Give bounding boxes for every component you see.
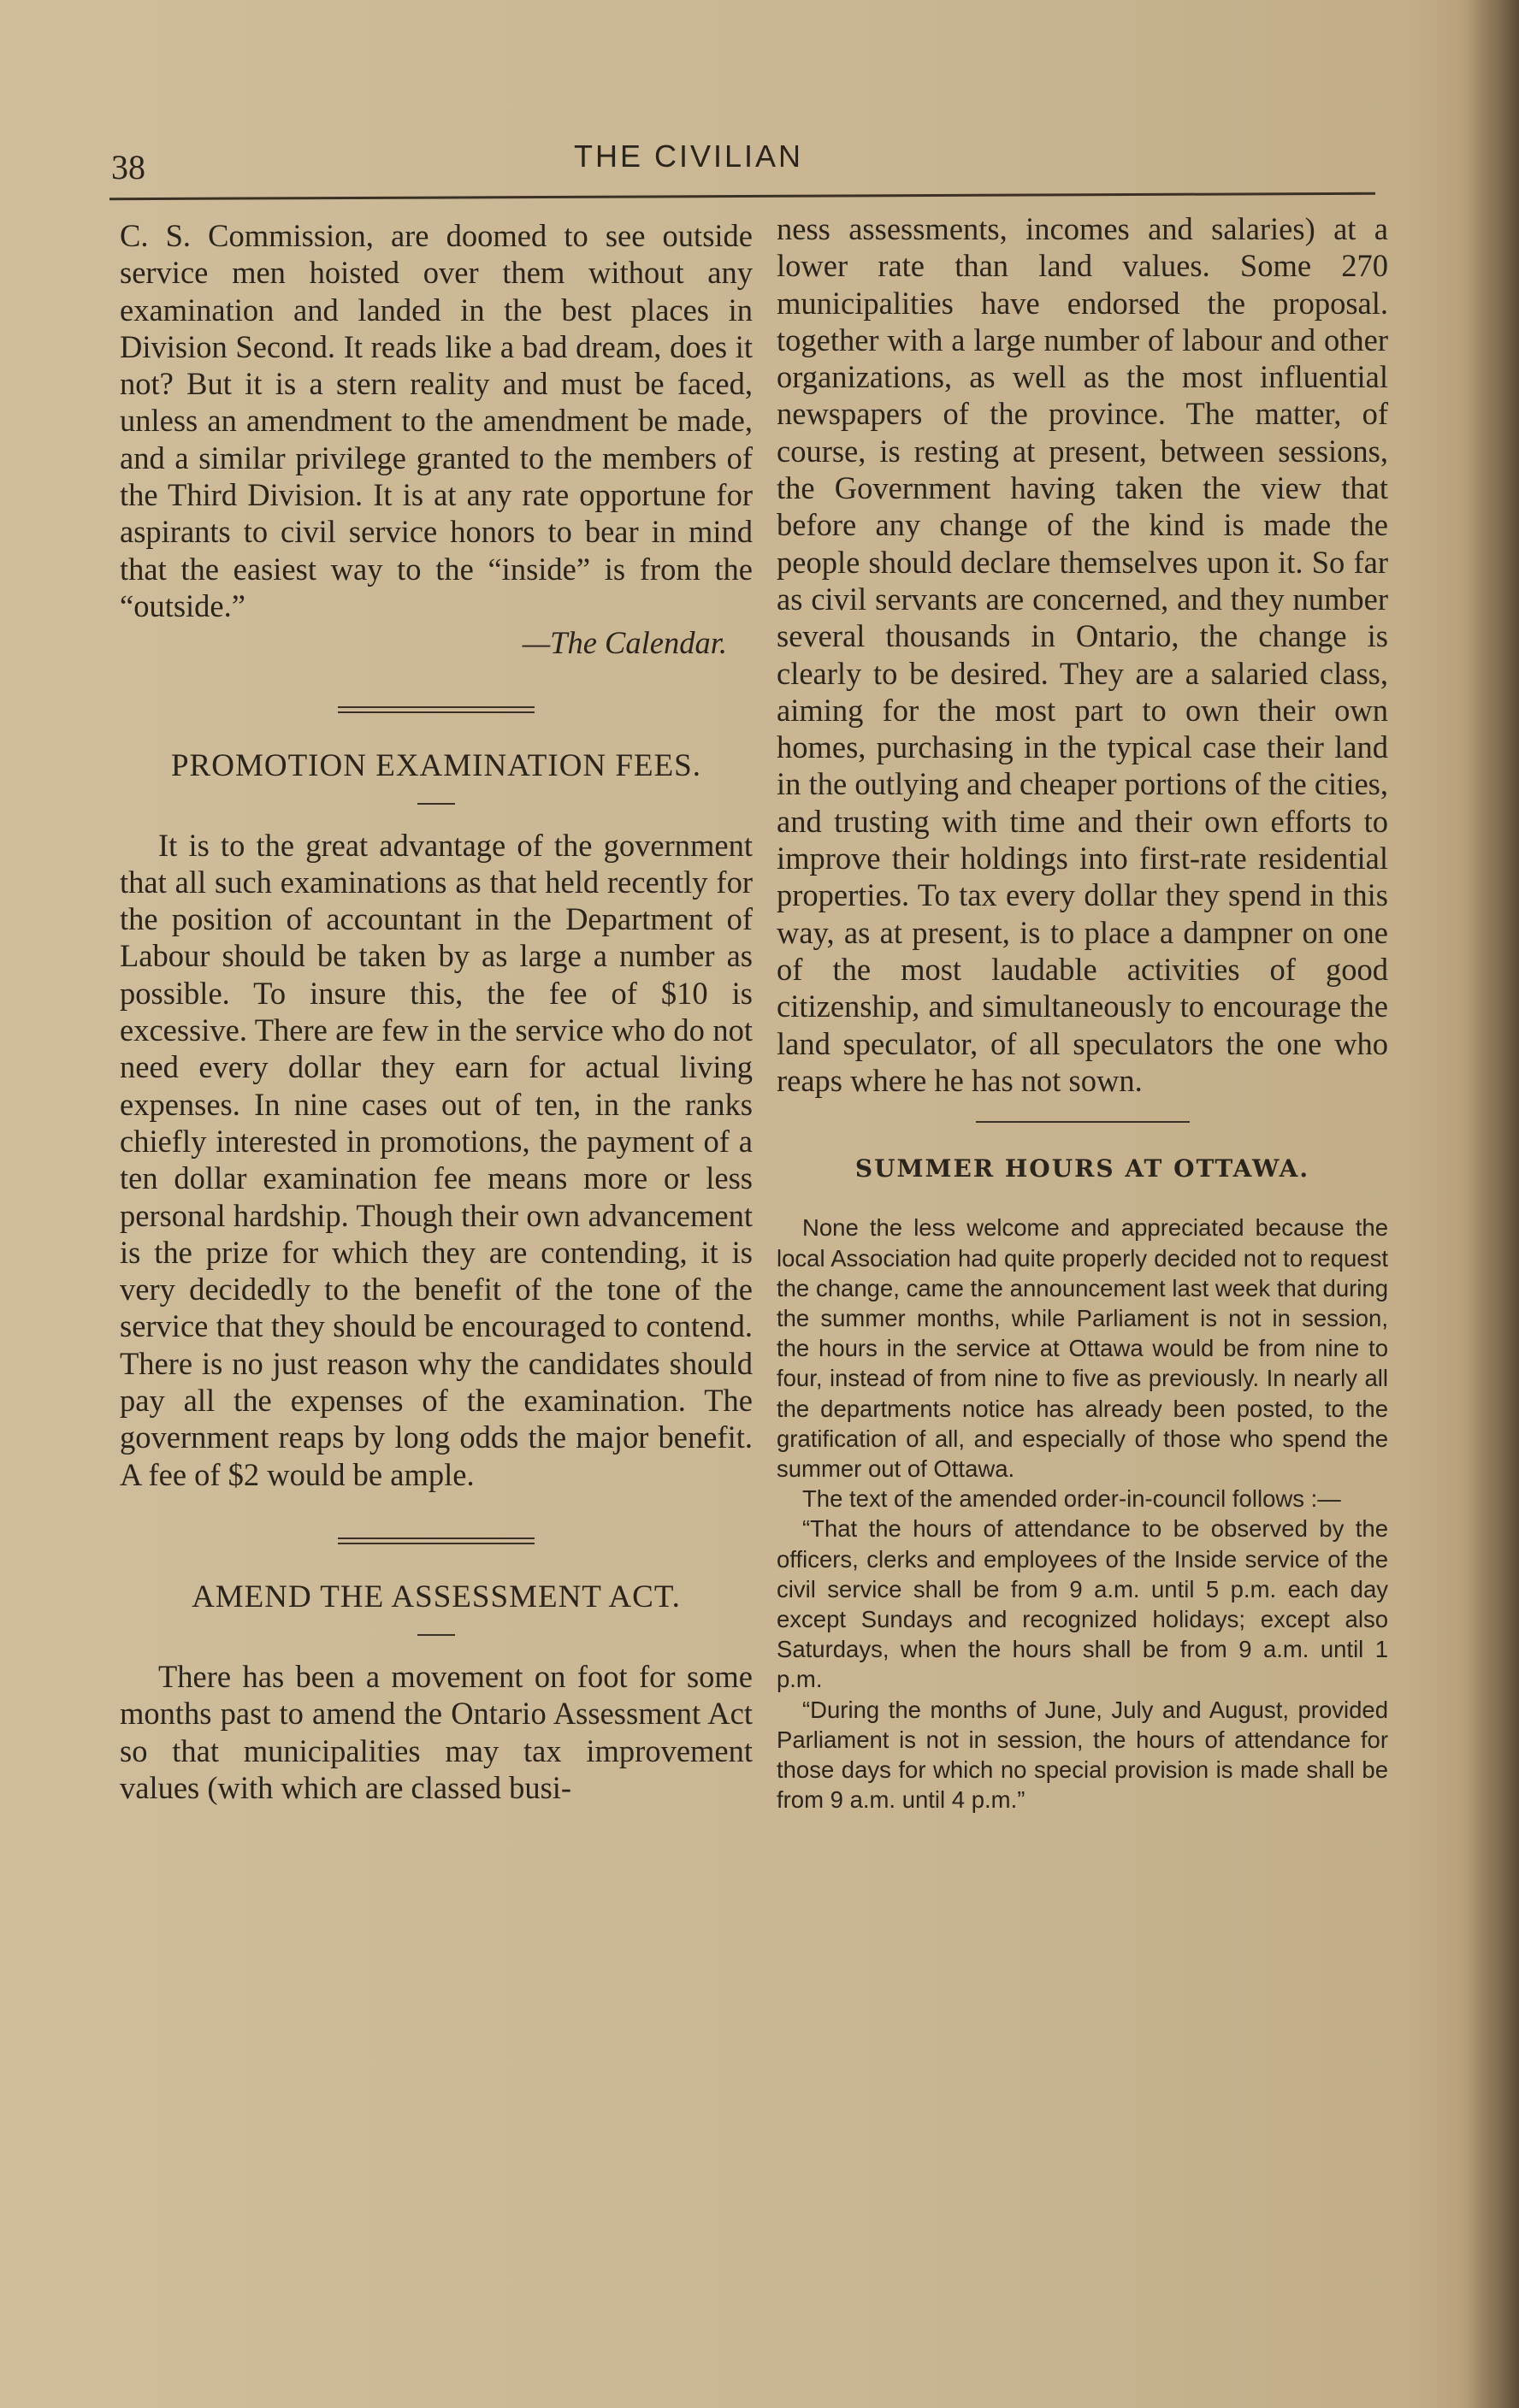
- article-title-assessment: AMEND THE ASSESSMENT ACT.: [192, 1579, 681, 1614]
- order-in-council-quote: “That the hours of attendance to be observed by the officers, clerks and employees of the Inside service of the civil service shall be from 9 a.m. until 5 p.m. each day except Sundays and recognized holidays; except also Saturdays, when the hours shall be from 9 a.m. until 1 p.m.: [777, 1515, 1388, 1693]
- running-title: THE CIVILIAN: [573, 139, 804, 174]
- article-body-assessment-start: There has been a movement on foot for some months past to amend the Ontario Assessment Act so that municipalities may tax improvement values (with which are classed busi-: [120, 1658, 753, 1805]
- section-divider: [976, 1121, 1190, 1123]
- article-body-fees: It is to the great advantage of the government that all such examinations as that held recently for the position of accountant in the Department of Labour should be taken by as large a number as possible. To insure this, the fee of $10 is excessive. There are few in the service who do not need every dollar they earn for actual living expenses. In nine cases out of ten, in the ranks chiefly interested in promotions, the payment of a ten dollar examination fee means more or less personal hardship. Though their own advancement is the prize for which they are contending, it is very decidedly to the benefit of the tone of the service that they should be encouraged to contend. There is no just reason why the candidates should pay all the expenses of the examination. The government reaps by long odds the major benefit. A fee of $2 would be ample.: [120, 827, 753, 1492]
- order-in-council-quote: “During the months of June, July and August, provided Parliament is not in session, the hours of attendance for those days for which no special provision is made shall be from 9 a.m. until 4 p.m.”: [777, 1696, 1388, 1814]
- header-rule: [109, 192, 1375, 200]
- summer-hours-paragraph: None the less welcome and appreciated because the local Association had quite properly decided not to request the change, came the announcement last week that during the summer months, while Parliament is not in session, the hours in the service at Ottawa would be from nine to four, instead of from nine to five as previously. In nearly all the departments notice has already been posted, to the gratification of all, and especially of those who spend the summer out of Ottawa.: [777, 1214, 1388, 1483]
- left-column: [120, 217, 753, 1806]
- article-title-summer-hours: SUMMER HOURS AT OTTAWA.: [854, 1154, 1310, 1183]
- right-column: [777, 210, 1388, 1815]
- book-spine-shadow: [1468, 0, 1519, 2408]
- section-divider: [338, 706, 535, 713]
- article-body-assessment-continued: ness assessments, incomes and salaries) at a lower rate than land values. Some 270 municipalities have endorsed the proposal. together with a large number of labour and other organizations, as well as the most influential newspapers of the province. The matter, of course, is resting at present, between sessions, the Government having taken the view that before any change of the kind is made the people should declare themselves upon it. So far as civil servants are concerned, and they number several thousands in Ontario, the change is clearly to be desired. They are a salaried class, aiming for the most part to own their own homes, purchasing in the typical case their land in the outlying and cheaper portions of the cities, and trusting with time and their own efforts to improve their holdings into first-rate residential properties. To tax every dollar they spend in this way, as at present, is to place a dampner on one of the most laudable activities of good citizenship, and simultaneously to encourage the land speculator, of all speculators the one who reaps where he has not sown.: [777, 211, 1388, 1098]
- summer-hours-paragraph: The text of the amended order-in-council follows :—: [802, 1485, 1341, 1513]
- title-dash: [417, 1634, 455, 1636]
- continued-article-text: C. S. Commission, are doomed to see outside service men hoisted over them without any examination and landed in the best places in Division Second. It reads like a bad dream, does it not? But it is a stern reality and must be faced, unless an amendment to the amendment be made, and a similar privilege granted to the members of the Third Division. It is at any rate opportune for aspirants to civil service honors to bear in mind that the easiest way to the “inside” is from the “outside.”: [120, 218, 753, 623]
- article-title-fees: PROMOTION EXAMINATION FEES.: [170, 747, 702, 783]
- article-source: —The Calendar.: [522, 625, 727, 661]
- section-divider: [338, 1537, 535, 1544]
- title-dash: [417, 803, 455, 805]
- page-number: 38: [111, 148, 145, 186]
